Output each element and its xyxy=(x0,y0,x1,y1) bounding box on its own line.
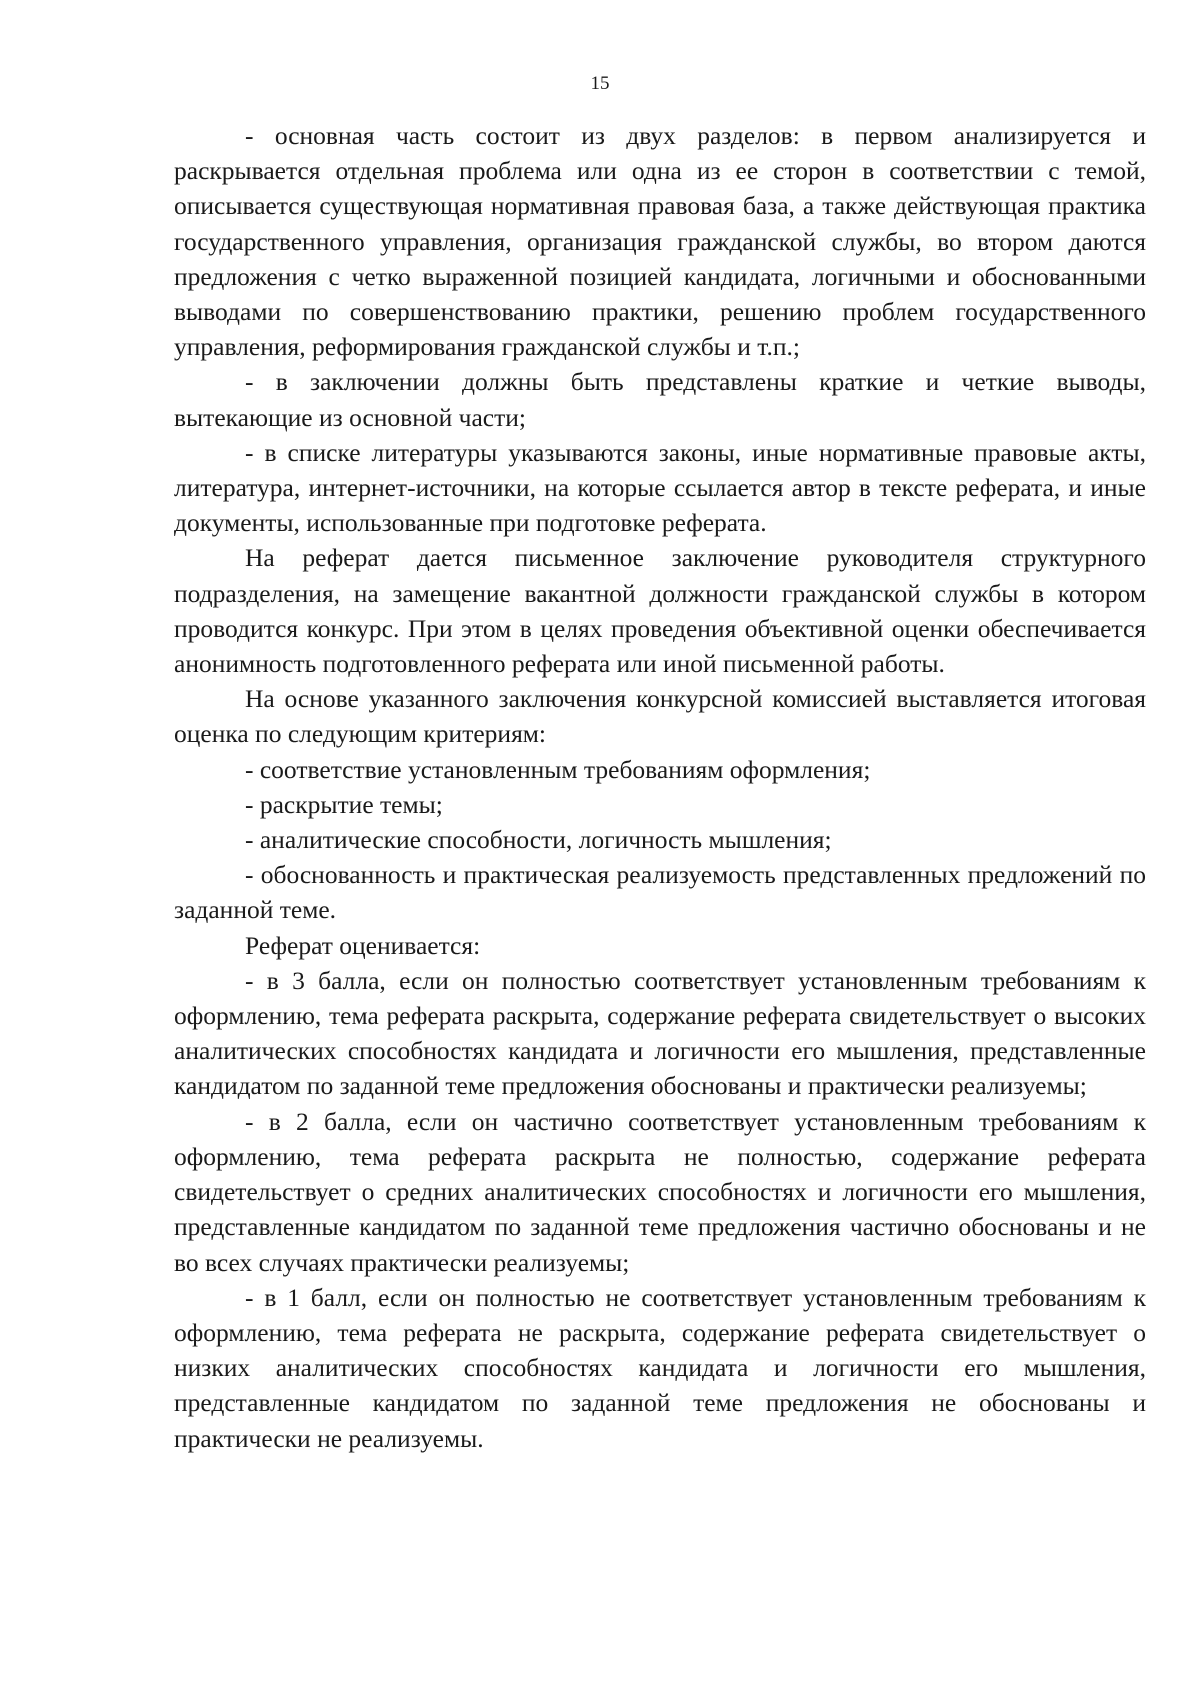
document-body xyxy=(174,118,1146,1456)
criteria-item-topic: - раскрытие темы; xyxy=(245,789,443,819)
paragraph-review: На реферат дается письменное заключение руководителя структурного подразделения, на замещение вакантной должности гражданской службы в котором проводится конкурс. При этом в целях проведения объективной оценки обеспечивается анонимность подготовленного реферата или иной письменной работы. xyxy=(174,543,1146,679)
score-item-2: - в 2 балла, если он частично соответствует установленным требованиям к оформлению, тема реферата раскрыта не полностью, содержание реферата свидетельствует о средних аналитических способностях и логичности его мышления, представленные кандидатом по заданной теме предложения частично обоснованы и не во всех случаях практически реализуемы; xyxy=(174,1106,1146,1277)
criteria-item-validity: - обоснованность и практическая реализуемость представленных предложений по заданной теме. xyxy=(174,860,1146,925)
score-item-3: - в 3 балла, если он полностью соответствует установленным требованиям к оформлению, тема реферата раскрыта, содержание реферата свидетельствует о высоких аналитических способностях кандидата и логичности его мышления, представленные кандидатом по заданной теме предложения обоснованы и практически реализуемы; xyxy=(174,965,1146,1101)
paragraph-criteria-intro: На основе указанного заключения конкурсной комиссией выставляется итоговая оценка по следующим критериям: xyxy=(174,684,1146,749)
paragraph-literature: - в списке литературы указываются законы, иные нормативные правовые акты, литература, интернет-источники, на которые ссылается автор в тексте реферата, и иные документы, использованные при подготовке реферата. xyxy=(174,437,1146,538)
page-number: 15 xyxy=(590,73,610,94)
paragraph-evaluation-intro: Реферат оценивается: xyxy=(245,930,481,960)
criteria-item-analytics: - аналитические способности, логичность мышления; xyxy=(245,825,832,855)
criteria-item-formatting: - соответствие установленным требованиям оформления; xyxy=(245,754,871,784)
paragraph-main-part: - основная часть состоит из двух разделов: в первом анализируется и раскрывается отдельная проблема или одна из ее сторон в соответствии с темой, описывается существующая нормативная правовая база, а также действующая практика государственного управления, организация гражданской службы, во втором даются предложения с четко выраженной позицией кандидата, логичными и обоснованными выводами по совершенствованию практики, решению проблем государственного управления, реформирования гражданской службы и т.п.; xyxy=(174,121,1146,362)
score-item-1: - в 1 балл, если он полностью не соответствует установленным требованиям к оформлению, тема реферата не раскрыта, содержание реферата свидетельствует о низких аналитических способностях кандидата и логичности его мышления, представленные кандидатом по заданной теме предложения не обоснованы и практически не реализуемы. xyxy=(174,1282,1146,1453)
paragraph-conclusion: - в заключении должны быть представлены краткие и четкие выводы, вытекающие из основной части; xyxy=(174,367,1146,432)
